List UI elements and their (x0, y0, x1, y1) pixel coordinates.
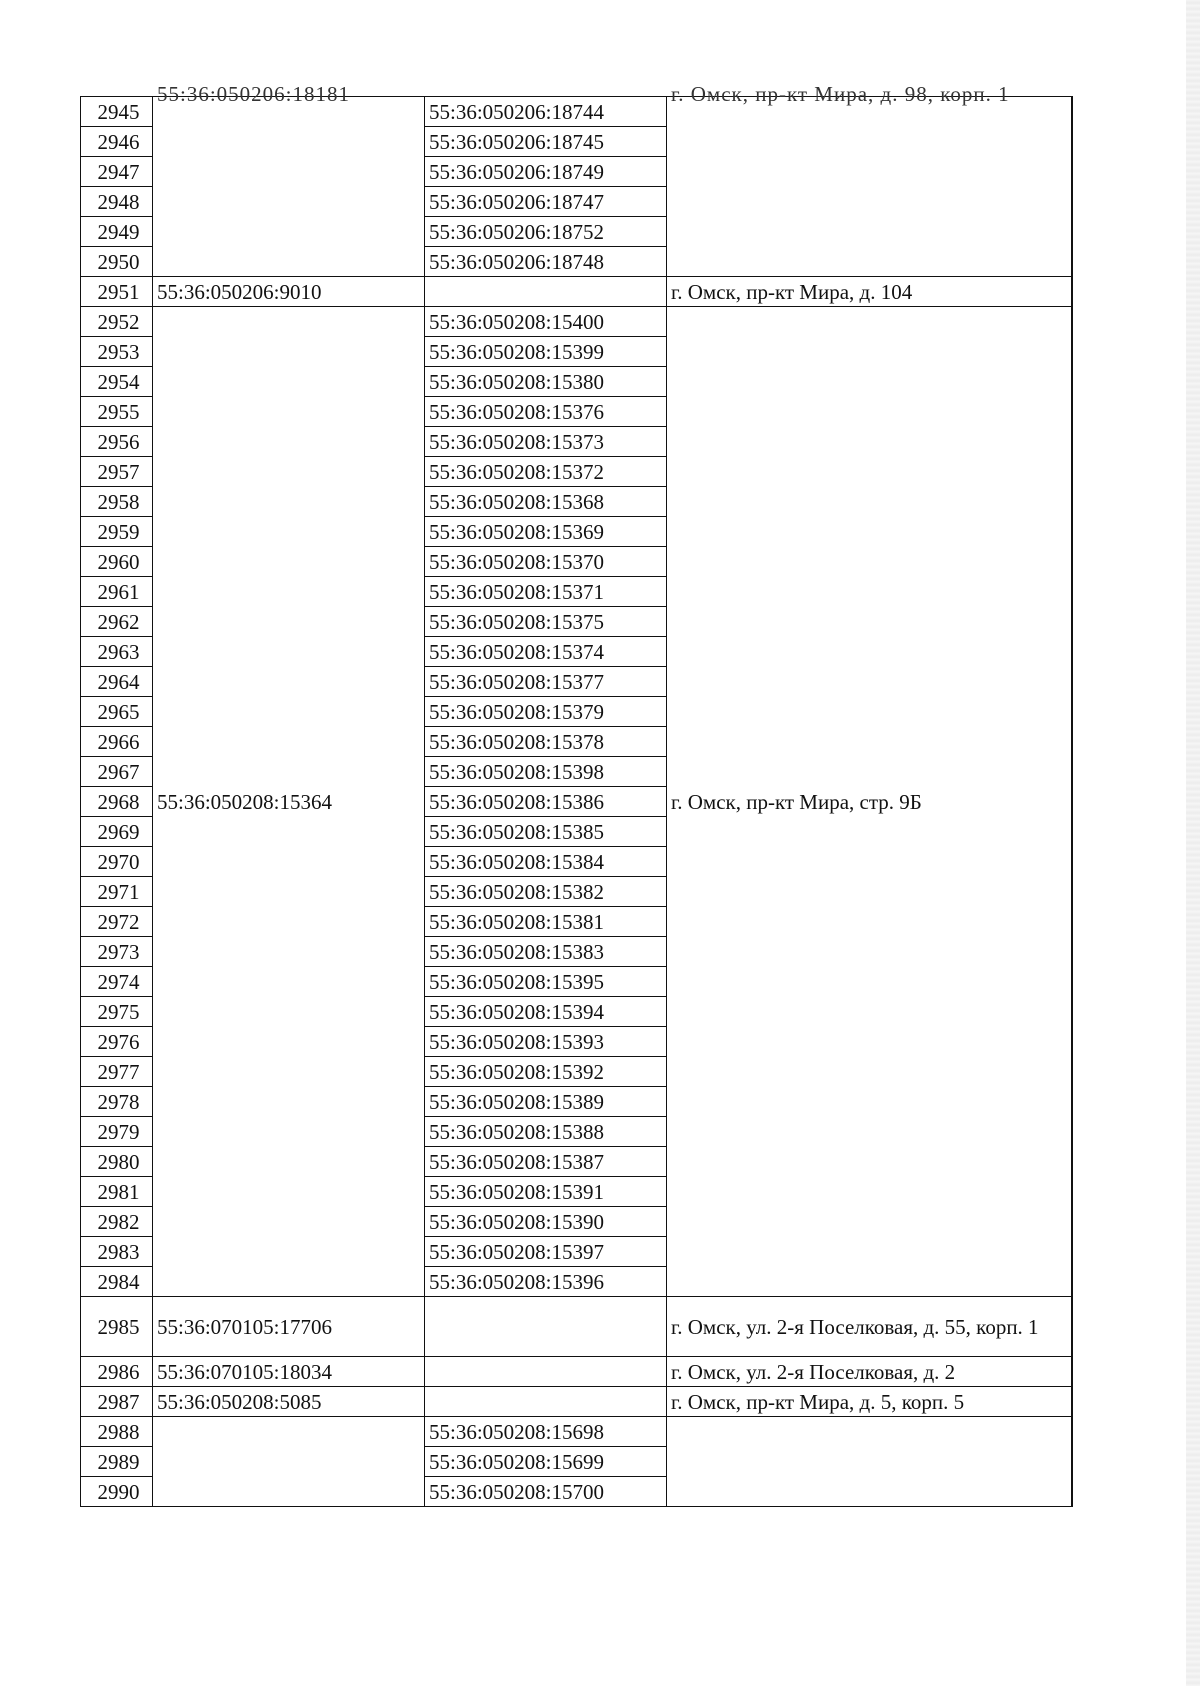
address-cell (667, 1057, 1072, 1087)
row-number: 2982 (81, 1207, 153, 1237)
address-cell (667, 1027, 1072, 1057)
table-row (81, 397, 1072, 427)
address-cell (667, 1177, 1072, 1207)
child-cadastral-number: 55:36:050208:15380 (425, 367, 667, 397)
address-cell (667, 967, 1072, 997)
row-number: 2975 (81, 997, 153, 1027)
address-cell (667, 187, 1072, 217)
child-cadastral-number: 55:36:050208:15384 (425, 847, 667, 877)
address-cell (667, 1237, 1072, 1267)
child-cadastral-number: 55:36:050208:15373 (425, 427, 667, 457)
table-row (81, 277, 1072, 307)
table-row (81, 97, 1072, 127)
parent-cadastral-number (153, 1417, 425, 1447)
address-cell (667, 1417, 1072, 1447)
address-cell (667, 217, 1072, 247)
row-number: 2980 (81, 1147, 153, 1177)
parent-cadastral-number (153, 157, 425, 187)
address-cell (667, 517, 1072, 547)
table-row (81, 1237, 1072, 1267)
cadastral-register-table (80, 82, 1073, 1507)
table-row (81, 967, 1072, 997)
child-cadastral-number (425, 277, 667, 307)
address-cell (667, 82, 1072, 127)
child-cadastral-number: 55:36:050208:15378 (425, 727, 667, 757)
parent-cadastral-number: 55:36:050208:5085 (153, 1387, 425, 1417)
child-cadastral-number: 55:36:050208:15383 (425, 937, 667, 967)
address-cell (667, 247, 1072, 277)
child-cadastral-number: 55:36:050208:15386 (425, 787, 667, 817)
parent-cadastral-number (153, 757, 425, 787)
child-cadastral-number: 55:36:050208:15372 (425, 457, 667, 487)
row-number: 2954 (81, 367, 153, 397)
parent-cadastral-number (153, 967, 425, 997)
parent-cadastral-number (153, 487, 425, 517)
address-cell (667, 727, 1072, 757)
row-number: 2978 (81, 1087, 153, 1117)
row-number: 2958 (81, 487, 153, 517)
clipped-address: г. Омск, пр-кт Мира, д. 98, корп. 1 (671, 82, 1010, 106)
row-number: 2969 (81, 817, 153, 847)
table-row (81, 757, 1072, 787)
address-cell (667, 847, 1072, 877)
row-number: 2983 (81, 1237, 153, 1267)
table-row (81, 937, 1072, 967)
table-row (81, 487, 1072, 517)
table-row (81, 1477, 1072, 1507)
child-cadastral-number: 55:36:050208:15370 (425, 547, 667, 577)
address-cell: г. Омск, пр-кт Мира, стр. 9Б (667, 787, 1072, 817)
row-number: 2963 (81, 637, 153, 667)
parent-cadastral-number: 55:36:070105:17706 (153, 1297, 425, 1357)
address-cell: г. Омск, пр-кт Мира, д. 104 (667, 277, 1072, 307)
child-cadastral-number: 55:36:050206:18752 (425, 217, 667, 247)
row-number: 2972 (81, 907, 153, 937)
table-row (81, 1297, 1072, 1357)
address-cell (667, 127, 1072, 157)
parent-cadastral-number (153, 1087, 425, 1117)
child-cadastral-number: 55:36:050208:15379 (425, 697, 667, 727)
parent-cadastral-number (153, 1117, 425, 1147)
row-number: 2961 (81, 577, 153, 607)
child-cadastral-number: 55:36:050208:15700 (425, 1477, 667, 1507)
row-number: 2976 (81, 1027, 153, 1057)
parent-cadastral-number (153, 397, 425, 427)
address-cell (667, 877, 1072, 907)
table-row (81, 427, 1072, 457)
row-number: 2984 (81, 1267, 153, 1297)
address-cell (667, 607, 1072, 637)
parent-cadastral-number (153, 517, 425, 547)
table-row (81, 907, 1072, 937)
child-cadastral-number: 55:36:050206:18748 (425, 247, 667, 277)
row-number: 2962 (81, 607, 153, 637)
table-row (81, 1027, 1072, 1057)
parent-cadastral-number (153, 667, 425, 697)
address-cell: г. Омск, пр-кт Мира, д. 5, корп. 5 (667, 1387, 1072, 1417)
row-number: 2990 (81, 1477, 153, 1507)
parent-cadastral-number (153, 127, 425, 157)
parent-cadastral-number (153, 877, 425, 907)
row-number: 2986 (81, 1357, 153, 1387)
parent-cadastral-number (153, 1237, 425, 1267)
row-number: 2970 (81, 847, 153, 877)
row-number: 2945 (81, 97, 153, 127)
table-row (81, 817, 1072, 847)
row-number: 2957 (81, 457, 153, 487)
row-number: 2959 (81, 517, 153, 547)
table-row (81, 697, 1072, 727)
parent-cadastral-number (153, 457, 425, 487)
row-number: 2952 (81, 307, 153, 337)
address-cell (667, 337, 1072, 367)
child-cadastral-number: 55:36:050206:18745 (425, 127, 667, 157)
address-cell (667, 1147, 1072, 1177)
parent-cadastral-number (153, 697, 425, 727)
table-row (81, 1147, 1072, 1177)
child-cadastral-number: 55:36:050206:18749 (425, 157, 667, 187)
parent-cadastral-number (153, 1177, 425, 1207)
address-cell (667, 427, 1072, 457)
row-number: 2967 (81, 757, 153, 787)
table-row (81, 127, 1072, 157)
address-cell (667, 547, 1072, 577)
child-cadastral-number: 55:36:050208:15389 (425, 1087, 667, 1117)
address-cell (667, 667, 1072, 697)
child-cadastral-number: 55:36:050208:15374 (425, 637, 667, 667)
address-cell (667, 577, 1072, 607)
row-number: 2946 (81, 127, 153, 157)
clipped-parent-number: 55:36:050206:18181 (157, 82, 351, 106)
row-number: 2973 (81, 937, 153, 967)
table-row (81, 1117, 1072, 1147)
table-row (81, 307, 1072, 337)
table-row (81, 847, 1072, 877)
table-row (81, 997, 1072, 1027)
child-cadastral-number (425, 1387, 667, 1417)
child-cadastral-number: 55:36:050208:15398 (425, 757, 667, 787)
table-row (81, 1057, 1072, 1087)
parent-cadastral-number (153, 247, 425, 277)
row-number: 2947 (81, 157, 153, 187)
child-cadastral-number: 55:36:050208:15371 (425, 577, 667, 607)
parent-cadastral-number (153, 907, 425, 937)
address-cell (667, 1087, 1072, 1117)
parent-cadastral-number (153, 1057, 425, 1087)
row-number: 2953 (81, 337, 153, 367)
table-row (81, 607, 1072, 637)
row-number: 2987 (81, 1387, 153, 1417)
address-cell (667, 1207, 1072, 1237)
table-row (81, 247, 1072, 277)
address-cell (667, 937, 1072, 967)
parent-cadastral-number (153, 997, 425, 1027)
table-row (81, 727, 1072, 757)
parent-cadastral-number (153, 337, 425, 367)
parent-cadastral-number (153, 1027, 425, 1057)
table-row (81, 787, 1072, 817)
parent-cadastral-number (153, 547, 425, 577)
child-cadastral-number: 55:36:050208:15381 (425, 907, 667, 937)
parent-cadastral-number: 55:36:050208:15364 (153, 787, 425, 817)
child-cadastral-number: 55:36:050208:15399 (425, 337, 667, 367)
parent-cadastral-number (153, 637, 425, 667)
child-cadastral-number: 55:36:050208:15387 (425, 1147, 667, 1177)
row-number: 2966 (81, 727, 153, 757)
address-cell (667, 487, 1072, 517)
table-row (81, 217, 1072, 247)
child-cadastral-number: 55:36:050208:15395 (425, 967, 667, 997)
address-cell (667, 907, 1072, 937)
child-cadastral-number: 55:36:050208:15397 (425, 1237, 667, 1267)
parent-cadastral-number (153, 427, 425, 457)
table-row (81, 577, 1072, 607)
address-cell (667, 307, 1072, 337)
child-cadastral-number: 55:36:050208:15385 (425, 817, 667, 847)
address-cell (667, 457, 1072, 487)
row-number: 2965 (81, 697, 153, 727)
parent-cadastral-number (153, 937, 425, 967)
parent-cadastral-number (153, 1147, 425, 1177)
parent-cadastral-number: 55:36:050206:9010 (153, 277, 425, 307)
row-number: 2964 (81, 667, 153, 697)
address-cell (667, 637, 1072, 667)
parent-cadastral-number (153, 1207, 425, 1237)
child-cadastral-number: 55:36:050208:15382 (425, 877, 667, 907)
parent-cadastral-number (153, 82, 425, 127)
child-cadastral-number (425, 1357, 667, 1387)
row-number: 2989 (81, 1447, 153, 1477)
address-cell: г. Омск, ул. 2-я Поселковая, д. 2 (667, 1357, 1072, 1387)
child-cadastral-number: 55:36:050208:15391 (425, 1177, 667, 1207)
row-number: 2977 (81, 1057, 153, 1087)
child-cadastral-number: 55:36:050206:18744 (425, 97, 667, 127)
table-row (81, 1087, 1072, 1117)
table-row (81, 877, 1072, 907)
child-cadastral-number: 55:36:050208:15394 (425, 997, 667, 1027)
table-row (81, 1267, 1072, 1297)
row-number: 2985 (81, 1297, 153, 1357)
table-row (81, 187, 1072, 217)
row-number: 2981 (81, 1177, 153, 1207)
table-row (81, 1207, 1072, 1237)
table-row (81, 517, 1072, 547)
table-row (81, 367, 1072, 397)
child-cadastral-number: 55:36:050208:15392 (425, 1057, 667, 1087)
parent-cadastral-number (153, 577, 425, 607)
address-cell (667, 697, 1072, 727)
address-cell (667, 817, 1072, 847)
row-number: 2951 (81, 277, 153, 307)
child-cadastral-number: 55:36:050208:15699 (425, 1447, 667, 1477)
child-cadastral-number: 55:36:050208:15400 (425, 307, 667, 337)
row-number: 2974 (81, 967, 153, 997)
child-cadastral-number: 55:36:050208:15390 (425, 1207, 667, 1237)
table-row (81, 667, 1072, 697)
child-cadastral-number: 55:36:050208:15396 (425, 1267, 667, 1297)
row-number: 2988 (81, 1417, 153, 1447)
table-row (81, 1357, 1072, 1387)
parent-cadastral-number (153, 187, 425, 217)
address-cell: г. Омск, ул. 2-я Поселковая, д. 55, корп. 1 (667, 1297, 1072, 1357)
row-number: 2960 (81, 547, 153, 577)
parent-cadastral-number (153, 307, 425, 337)
child-cadastral-number: 55:36:050208:15368 (425, 487, 667, 517)
parent-cadastral-number (153, 1447, 425, 1477)
row-number: 2948 (81, 187, 153, 217)
parent-cadastral-number (153, 367, 425, 397)
parent-cadastral-number (153, 1267, 425, 1297)
table-row (81, 457, 1072, 487)
child-cadastral-number: 55:36:050208:15377 (425, 667, 667, 697)
child-cadastral-number (425, 1297, 667, 1357)
table-row (81, 157, 1072, 187)
address-cell (667, 997, 1072, 1027)
table-row (81, 637, 1072, 667)
table-row (81, 547, 1072, 577)
address-cell (667, 1477, 1072, 1507)
address-cell (667, 397, 1072, 427)
parent-cadastral-number: 55:36:070105:18034 (153, 1357, 425, 1387)
child-cadastral-number: 55:36:050208:15698 (425, 1417, 667, 1447)
child-cadastral-number: 55:36:050208:15369 (425, 517, 667, 547)
row-number: 2956 (81, 427, 153, 457)
child-cadastral-number: 55:36:050208:15376 (425, 397, 667, 427)
row-number: 2949 (81, 217, 153, 247)
parent-cadastral-number (153, 727, 425, 757)
parent-cadastral-number (153, 217, 425, 247)
address-cell (667, 157, 1072, 187)
child-cadastral-number: 55:36:050208:15388 (425, 1117, 667, 1147)
parent-cadastral-number (153, 1477, 425, 1507)
parent-cadastral-number (153, 847, 425, 877)
child-cadastral-number: 55:36:050208:15393 (425, 1027, 667, 1057)
row-number: 2950 (81, 247, 153, 277)
parent-cadastral-number (153, 817, 425, 847)
address-cell (667, 367, 1072, 397)
table-row (81, 337, 1072, 367)
address-cell (667, 1117, 1072, 1147)
scan-edge (1186, 0, 1200, 1686)
row-number: 2968 (81, 787, 153, 817)
table-row (81, 1447, 1072, 1477)
row-number: 2971 (81, 877, 153, 907)
row-number: 2955 (81, 397, 153, 427)
table-row (81, 1177, 1072, 1207)
table-row (81, 1387, 1072, 1417)
parent-cadastral-number (153, 607, 425, 637)
table-row (81, 1417, 1072, 1447)
address-cell (667, 757, 1072, 787)
child-cadastral-number: 55:36:050206:18747 (425, 187, 667, 217)
row-number: 2979 (81, 1117, 153, 1147)
child-cadastral-number: 55:36:050208:15375 (425, 607, 667, 637)
address-cell (667, 1267, 1072, 1297)
address-cell (667, 1447, 1072, 1477)
